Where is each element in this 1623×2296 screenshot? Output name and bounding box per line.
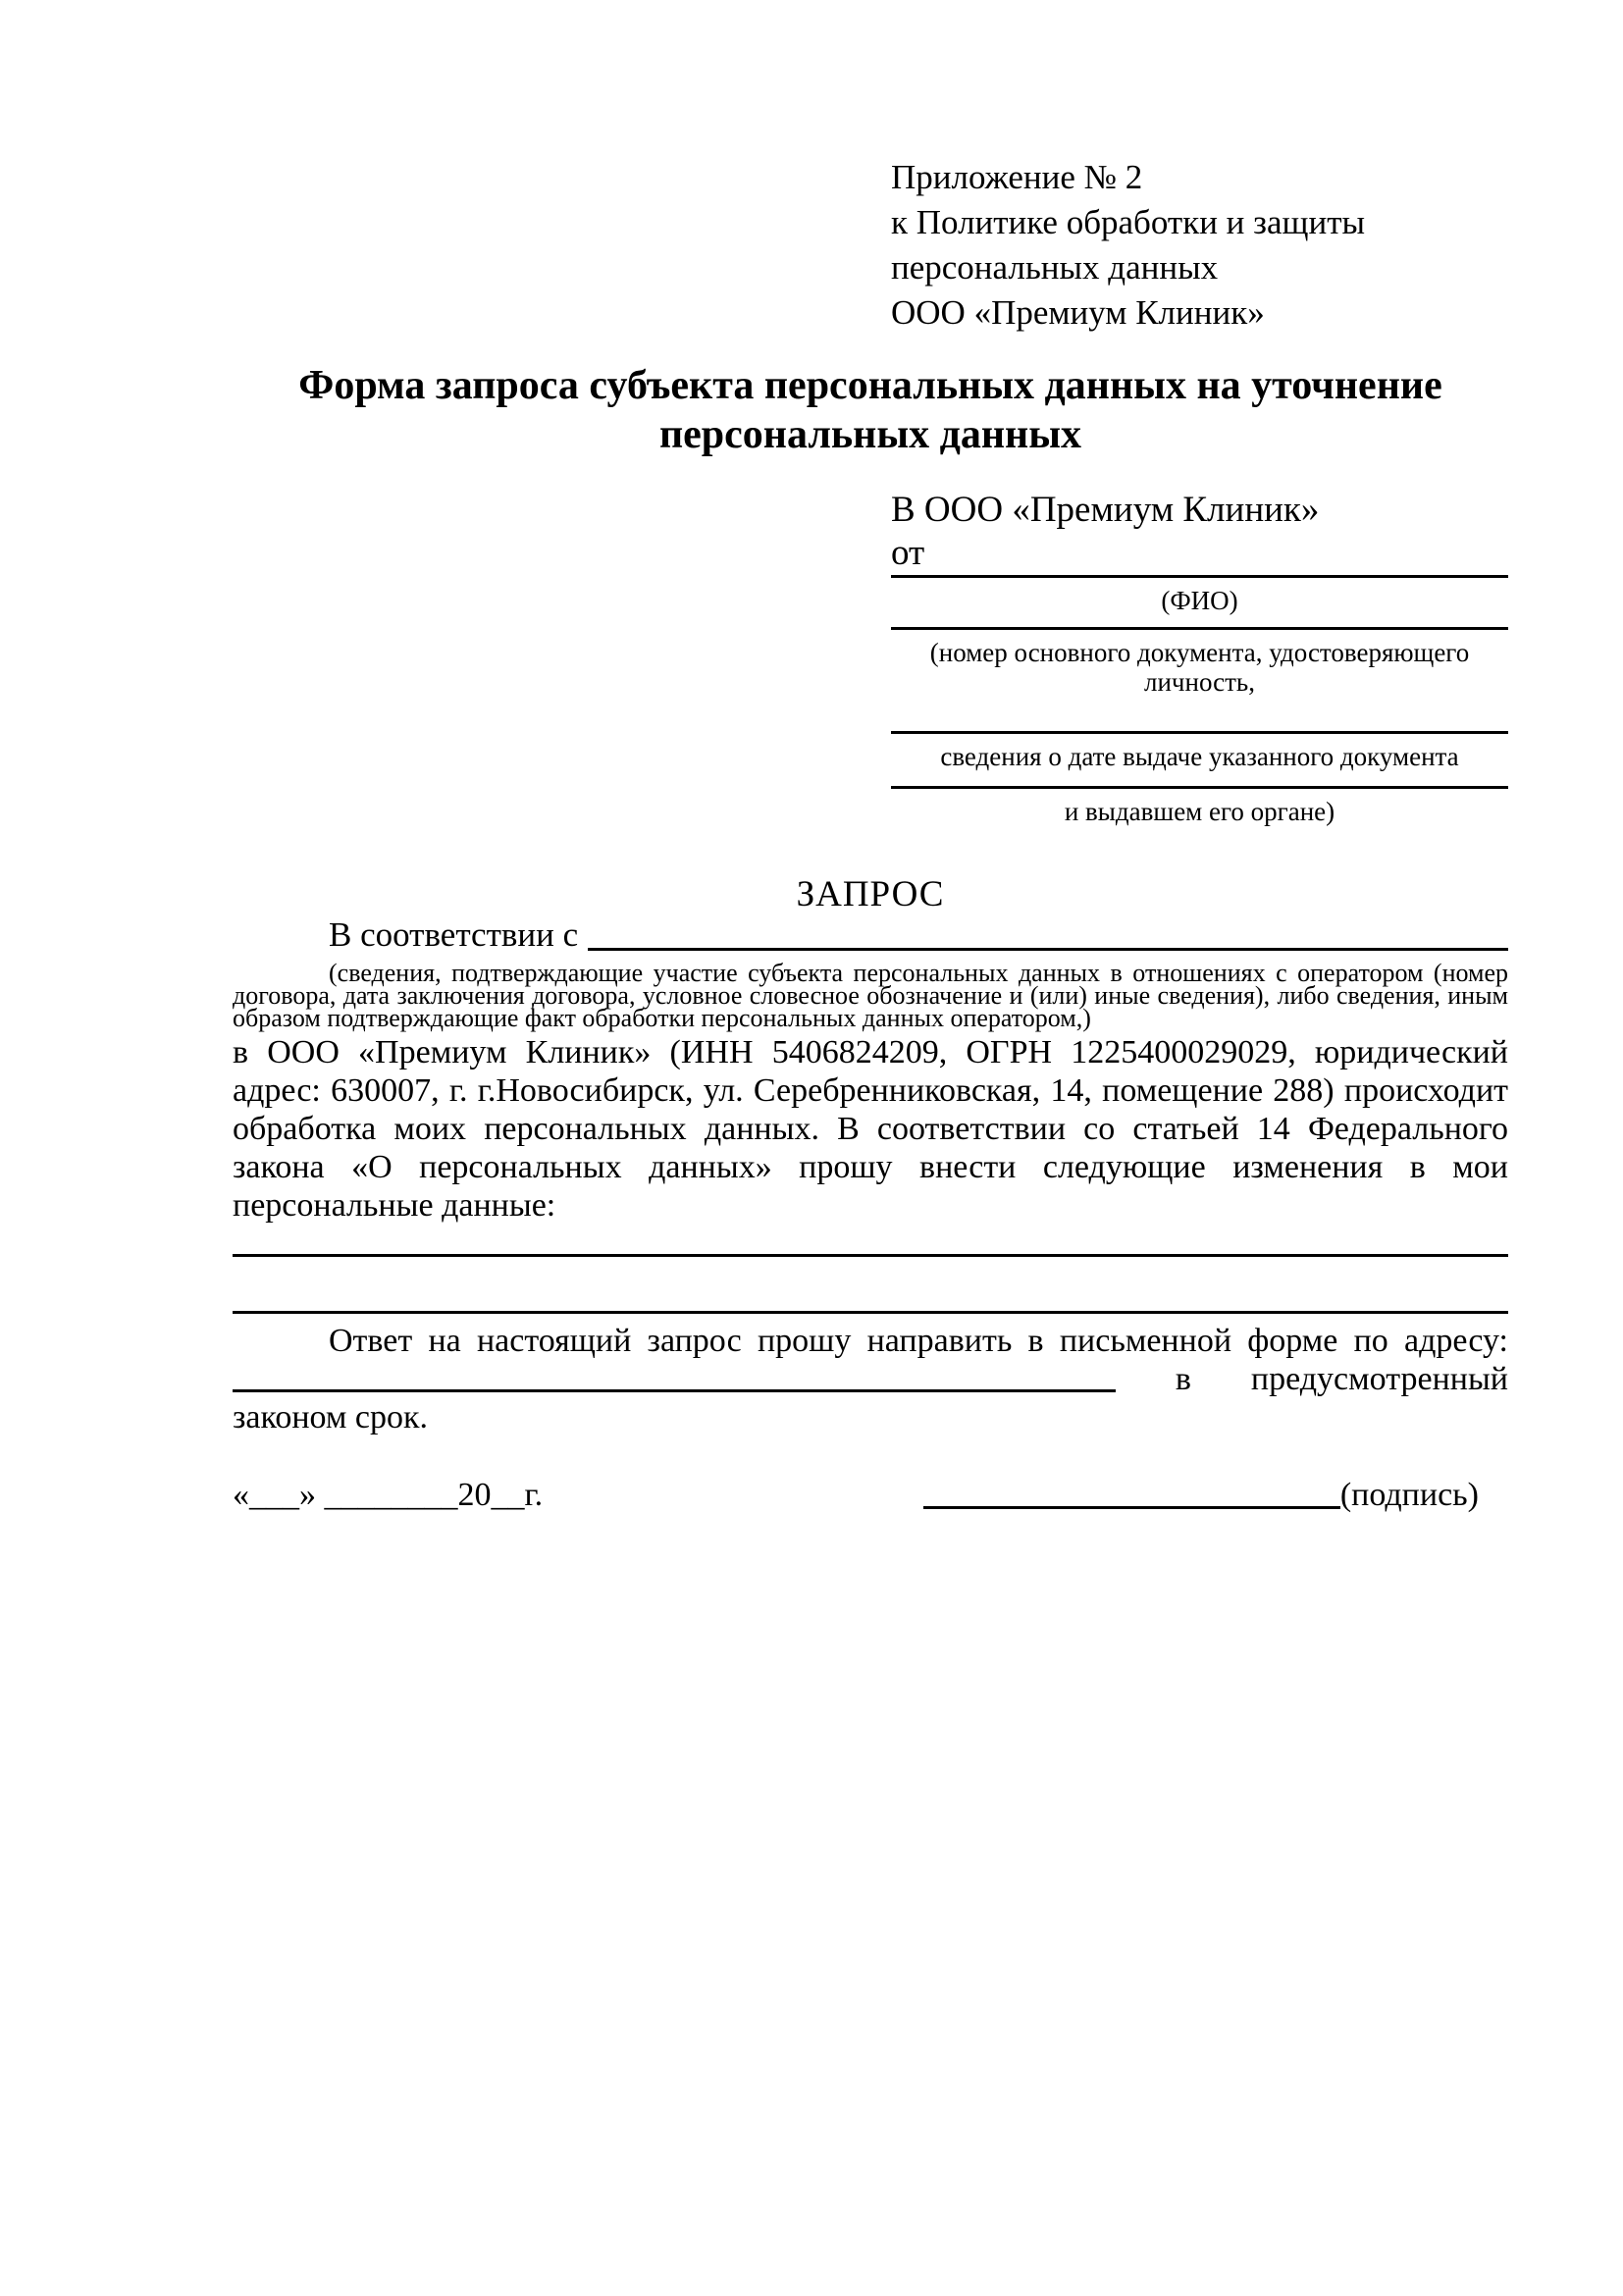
issuing-authority-write-line xyxy=(891,786,1508,789)
reply-word-term: предусмотренный xyxy=(1250,1361,1508,1397)
issue-date-write-line xyxy=(891,731,1508,734)
addressee-block xyxy=(891,489,1508,826)
basis-note: (сведения, подтверждающие участие субъекта персональных данных в отношениях с оператором (номер договора, дата заключения договора, условное словесное обозначение и (или) иные сведения), либо сведения, иным образом подтверждающие факт обработки персональных данных оператором,) xyxy=(233,959,1508,1032)
request-heading: ЗАПРОС xyxy=(796,874,945,914)
identity-document-caption: (номер основного документа, удостоверяющего личность, xyxy=(929,638,1470,697)
request-body: в ООО «Премиум Клиник» (ИНН 5406824209, ОГРН 1225400029029, юридический адрес: 630007, г. г.Новосибирск, ул. Серебренниковская, 14, помещение 288) происходит обработка моих персональных данных. В соответствии со статьей 14 Федерального закона «О персональных данных» прошу внести следующие изменения в мои персональные данные: xyxy=(233,1034,1508,1224)
reply-word-in: в xyxy=(1175,1361,1191,1397)
date-signature-row xyxy=(233,1476,1508,1515)
changes-write-line-2 xyxy=(233,1311,1508,1314)
fio-caption: (ФИО) xyxy=(1161,586,1238,615)
document-title xyxy=(233,361,1508,459)
reply-closing: законом срок. xyxy=(233,1399,428,1435)
signature-block xyxy=(923,1476,1479,1515)
address-write-line xyxy=(233,1389,1116,1392)
annex-line-1: Приложение № 2 xyxy=(891,158,1143,196)
basis-write-line xyxy=(588,948,1508,951)
issue-date-caption: сведения о дате выдаче указанного документа xyxy=(940,742,1459,771)
fio-write-line xyxy=(891,575,1508,578)
reply-address-intro: Ответ на настоящий запрос прошу направить в письменной форме по адресу: xyxy=(329,1323,1508,1359)
document-title-line-1: Форма запроса субъекта персональных данных на уточнение xyxy=(298,363,1442,408)
document-title-line-2: персональных данных xyxy=(658,412,1082,457)
addressee-from: от xyxy=(891,533,925,573)
issuing-authority-caption: и выдавшем его органе) xyxy=(1064,797,1335,826)
reply-address-row xyxy=(233,1360,1508,1398)
annex-line-4: ООО «Премиум Клиник» xyxy=(891,293,1265,332)
annex-line-3: персональных данных xyxy=(891,248,1219,287)
date-blank: «___» ________20__г. xyxy=(233,1477,544,1513)
basis-prefix: В соответствии с xyxy=(329,915,579,954)
identity-document-write-line xyxy=(891,627,1508,630)
annex-line-2: к Политике обработки и защиты xyxy=(891,203,1366,241)
signature-caption: (подпись) xyxy=(1339,1477,1479,1513)
annex-header xyxy=(891,155,1508,336)
signature-write-line xyxy=(923,1506,1340,1509)
changes-write-line-1 xyxy=(233,1254,1508,1257)
basis-line xyxy=(233,914,1508,956)
addressee-to: В ООО «Премиум Клиник» xyxy=(891,490,1320,530)
